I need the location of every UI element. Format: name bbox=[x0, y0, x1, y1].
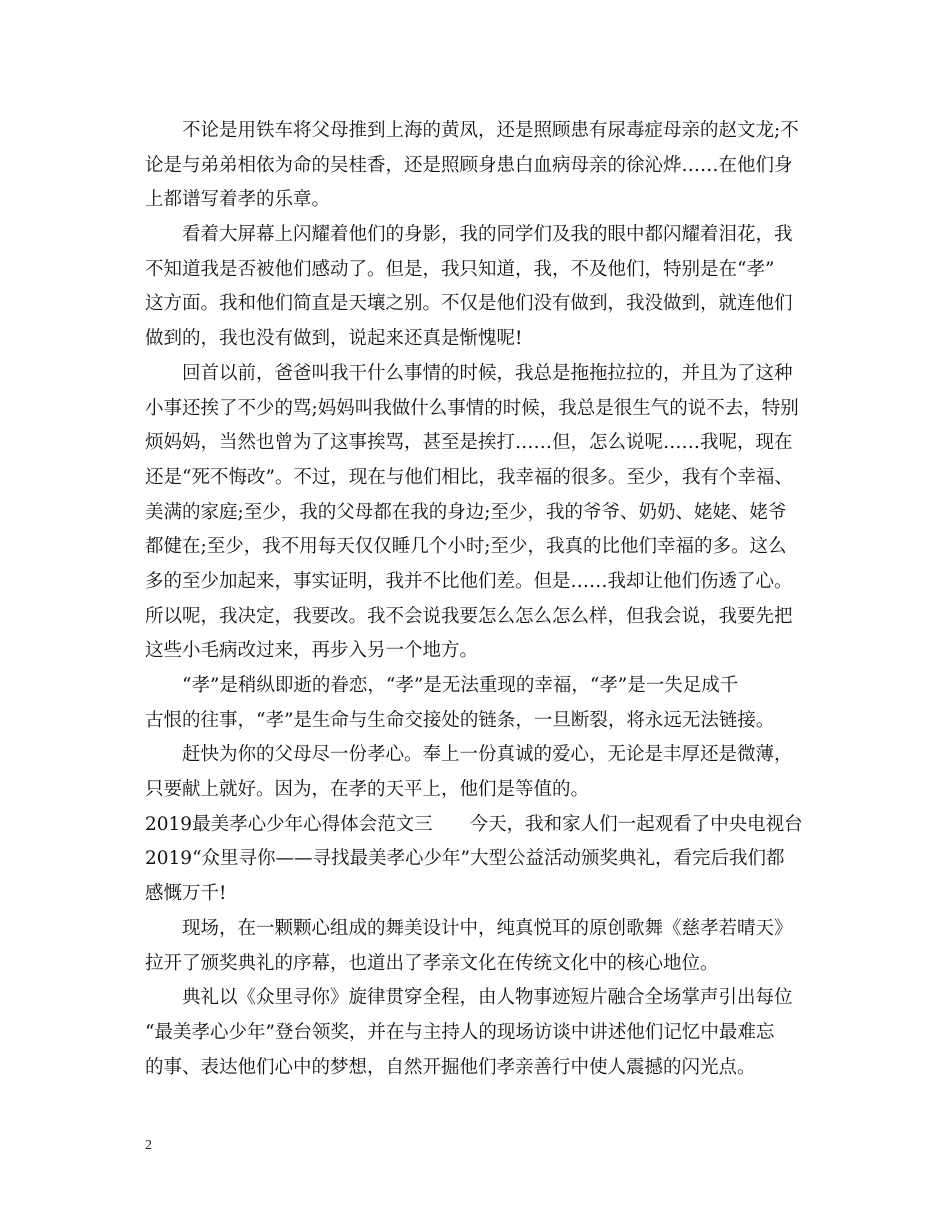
page-number: 2 bbox=[145, 1138, 152, 1153]
text-line: 拉开了颁奖典礼的序幕，也道出了孝亲文化在传统文化中的核心地位。 bbox=[145, 952, 719, 974]
text-line: 所以呢，我决定，我要改。我不会说我要怎么怎么怎么样，但我会说，我要先把 bbox=[145, 605, 793, 627]
text-line: 2019“众里寻你——寻找最美孝心少年”大型公益活动颁奖典礼，看完后我们都 bbox=[145, 848, 785, 870]
text-line: 感慨万千! bbox=[145, 883, 227, 905]
text-line: 现场，在一颗颗心组成的舞美设计中，纯真悦耳的原创歌舞《慈孝若晴天》 bbox=[145, 917, 793, 939]
text-line: 只要献上就好。因为，在孝的天平上，他们是等值的。 bbox=[145, 779, 590, 801]
text-line: 上都谱写着孝的乐章。 bbox=[145, 189, 331, 211]
text-line: 不论是用铁车将父母推到上海的黄凤，还是照顾患有尿毒症母亲的赵文龙;不 bbox=[145, 120, 799, 141]
text-line: 看着大屏幕上闪耀着他们的身影，我的同学们及我的眼中都闪耀着泪花，我 bbox=[145, 224, 793, 246]
text-line: “孝”是稍纵即逝的眷恋，“孝”是无法重现的幸福，“孝”是一失足成千 bbox=[145, 675, 739, 696]
text-line: 这方面。我和他们简直是天壤之别。不仅是他们没有做到，我没做到，就连他们 bbox=[145, 293, 793, 315]
text-line: 还是“死不悔改”。不过，现在与他们相比，我幸福的很多。至少，我有个幸福、 bbox=[145, 466, 793, 488]
text-line: 典礼以《众里寻你》旋律贯穿全程，由人物事迹短片融合全场掌声引出每位 bbox=[145, 987, 793, 1009]
text-line: “最美孝心少年”登台领奖，并在与主持人的现场访谈中讲述他们记忆中最难忘 bbox=[145, 1021, 775, 1043]
text-line: 多的至少加起来，事实证明，我并不比他们差。但是……我却让他们伤透了心。 bbox=[145, 570, 793, 592]
text-line: 古恨的往事，“孝”是生命与生命交接处的链条，一旦断裂，将永远无法链接。 bbox=[145, 709, 775, 731]
text-line: 小事还挨了不少的骂;妈妈叫我做什么事情的时候，我总是很生气的说不去，特别 bbox=[145, 397, 799, 419]
text-line: 的事、表达他们心中的梦想，自然开掘他们孝亲善行中使人震撼的闪光点。 bbox=[145, 1056, 756, 1078]
body-text bbox=[145, 114, 815, 1085]
section-heading-line: 2019最美孝心少年心得体会范文三 今天，我和家人们一起观看了中央电视台 bbox=[145, 813, 803, 835]
text-line: 美满的家庭;至少，我的父母都在我的身边;至少，我的爷爷、奶奶、姥姥、姥爷 bbox=[145, 501, 787, 523]
text-line: 赶快为你的父母尽一份孝心。奉上一份真诚的爱心，无论是丰厚还是微薄， bbox=[145, 744, 793, 766]
text-line: 这些小毛病改过来，再步入另一个地方。 bbox=[145, 640, 479, 662]
paragraph bbox=[145, 114, 815, 1085]
text-line: 烦妈妈，当然也曾为了这事挨骂，甚至是挨打……但，怎么说呢……我呢，现在 bbox=[145, 432, 793, 454]
text-line: 回首以前，爸爸叫我干什么事情的时候，我总是拖拖拉拉的，并且为了这种 bbox=[145, 362, 793, 384]
text-line: 都健在;至少，我不用每天仅仅睡几个小时;至少，我真的比他们幸福的多。这么 bbox=[145, 536, 787, 558]
text-line: 不知道我是否被他们感动了。但是，我只知道，我，不及他们，特别是在“孝” bbox=[145, 258, 775, 280]
text-line: 论是与弟弟相依为命的吴桂香，还是照顾身患白血病母亲的徐沁烨……在他们身 bbox=[145, 154, 793, 176]
text-line: 做到的，我也没有做到，说起来还真是惭愧呢! bbox=[145, 328, 523, 350]
